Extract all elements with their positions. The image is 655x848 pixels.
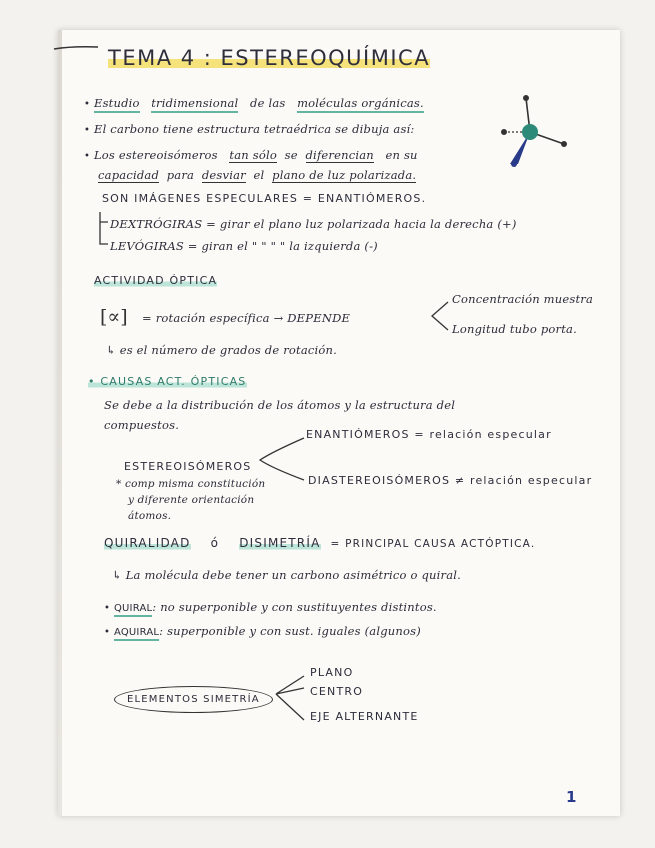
constitution-note: * comp misma constitución (116, 478, 266, 490)
levogyre-line: LEVÓGIRAS = giran el " " " " la izquierda (-) (110, 239, 378, 253)
study-word: Estudio (94, 96, 140, 113)
notebook-page (58, 30, 620, 816)
stereoisomers-label: ESTEREOISÓMEROS (124, 460, 252, 473)
chirality-word: QUIRALIDAD (104, 536, 191, 550)
degrees-rotation-note: ↳ es el número de grados de rotación. (106, 343, 337, 357)
bullet-carbon-text: El carbono tiene estructura tetraédrica se dibuja así: (93, 122, 415, 136)
pen-stroke-decoration (52, 44, 102, 52)
stereo-pre: Los estereoisómeros (93, 148, 218, 162)
page-number: 1 (566, 788, 577, 806)
chirality-or: ó (210, 536, 220, 550)
tridimensional-word: tridimensional (151, 96, 238, 113)
stereo-mid: se (284, 148, 298, 162)
bullet-stereoisomers-line2 (98, 168, 416, 182)
polarized-plane-phrase: plano de luz polarizada. (272, 168, 417, 182)
organic-molecules-phrase: moléculas orgánicas. (297, 96, 424, 113)
causes-heading: • CAUSAS ACT. ÓPTICAS (88, 375, 247, 388)
stereo-end: en su (385, 148, 418, 162)
specific-rotation-formula: = rotación específica → DEPENDE (142, 311, 351, 325)
capacity-word: capacidad (98, 168, 160, 182)
para-word: para (166, 168, 195, 182)
dissymmetry-word: DISIMETRÍA (239, 536, 321, 550)
aquiral-text: : superponible y con sust. iguales (algunos) (159, 624, 421, 638)
deviate-word: desviar (201, 168, 246, 182)
only-phrase: tan sólo (229, 148, 277, 162)
causes-text-line2: compuestos. (104, 418, 180, 432)
differ-word: diferencian (305, 148, 374, 162)
dextrogyre-line: DEXTRÓGIRAS = girar el plano luz polarizada hacia la derecha (+) (110, 217, 517, 231)
page-title: TEMA 4 : ESTEREOQUÍMICA (108, 46, 431, 70)
alpha-symbol: [∝] (100, 306, 128, 328)
dependency-concentration: Concentración muestra (452, 292, 594, 306)
el-word: el (253, 168, 265, 182)
diastereoisomers-relation: DIASTEREOISÓMEROS ≠ relación especular (308, 474, 593, 487)
atoms-note: átomos. (128, 510, 172, 522)
quiral-label: QUIRAL (114, 603, 152, 617)
bullet-study: • Estudio tridimensional de las moléculas orgánicas. (84, 96, 424, 110)
symmetry-item-plane: PLANO (310, 666, 354, 679)
specular-images-line: SON IMÁGENES ESPECULARES = ENANTIÓMEROS. (102, 192, 427, 205)
symmetry-branch (272, 670, 308, 730)
chirality-line (104, 536, 535, 550)
bullet-study-mid: de las (250, 96, 286, 110)
symmetry-item-center: CENTRO (310, 685, 364, 698)
activity-heading: ACTIVIDAD ÓPTICA (94, 274, 218, 287)
bullet-carbon: • El carbono tiene estructura tetraédrica se dibuja así: (84, 122, 415, 136)
asymmetric-carbon-line: ↳ La molécula debe tener un carbono asimétrico o quiral. (112, 568, 461, 582)
causes-text-line1: Se debe a la distribución de los átomos y la estructura del (104, 398, 456, 412)
bullet-stereoisomers: • Los estereoisómeros tan sólo se diferencian en su (84, 148, 418, 162)
main-cause-text: = PRINCIPAL CAUSA ACTÓPTICA. (330, 538, 536, 550)
tetrahedral-carbon-icon (494, 90, 574, 170)
stereoisomers-branch (258, 434, 308, 484)
symmetry-item-alternating-axis: EJE ALTERNANTE (310, 710, 419, 723)
symmetry-elements-label: ELEMENTOS SIMETRÍA (114, 686, 273, 713)
quiral-definition: • QUIRAL: no superponible y con sustituyentes distintos. (104, 600, 437, 614)
dependency-tube-length: Longitud tubo porta. (452, 322, 577, 336)
quiral-text: : no superponible y con sustituyentes distintos. (152, 600, 437, 614)
aquiral-label: AQUIRAL (114, 627, 159, 641)
depends-brace (428, 298, 450, 334)
enantiomers-relation: ENANTIÓMEROS = relación especular (306, 428, 552, 441)
enantiomer-branch-arrows (98, 212, 110, 252)
aquiral-definition: • AQUIRAL: superponible y con sust. iguales (algunos) (104, 624, 421, 638)
orientation-note: y diferente orientación (128, 494, 255, 506)
